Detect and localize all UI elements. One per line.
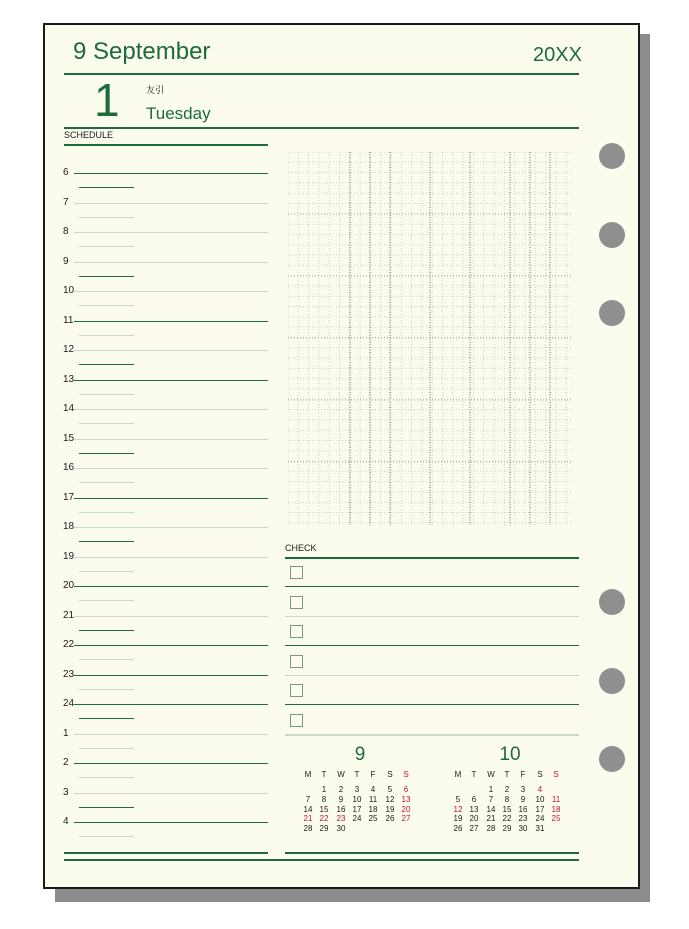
binder-hole — [599, 143, 625, 169]
header-rule — [64, 73, 579, 75]
calendar-day[interactable]: 5 — [455, 794, 461, 804]
page-bottom-rule — [64, 859, 579, 861]
hour-label: 13 — [63, 374, 75, 385]
hour-label: 4 — [63, 816, 69, 827]
half-hour-line — [79, 630, 134, 631]
memo-grid-lines — [288, 152, 572, 525]
calendar-day[interactable]: 1 — [321, 785, 327, 794]
hour-line[interactable] — [74, 262, 268, 263]
half-hour-line — [79, 364, 134, 365]
half-hour-line — [79, 482, 134, 483]
hour-line[interactable] — [74, 173, 268, 174]
check-line — [285, 645, 579, 646]
check-box[interactable] — [290, 596, 303, 609]
half-hour-line — [79, 187, 134, 188]
check-box[interactable] — [290, 684, 303, 697]
hour-line[interactable] — [74, 498, 268, 499]
calendar-day[interactable]: 11 — [368, 794, 378, 804]
hour-label: 17 — [63, 492, 75, 503]
calendar-day[interactable]: 28 — [486, 824, 496, 834]
calendar-month-number: 9 — [354, 744, 366, 765]
binder-hole — [599, 746, 625, 772]
calendar-day[interactable]: 5 — [387, 785, 393, 794]
hour-line[interactable] — [74, 439, 268, 440]
year-label: 20XX — [533, 44, 582, 66]
hour-line[interactable] — [74, 645, 268, 646]
calendar-day[interactable]: 31 — [535, 824, 545, 834]
half-hour-line — [79, 836, 134, 837]
check-line — [285, 704, 579, 705]
calendar-day[interactable]: 19 — [385, 804, 395, 814]
hour-label: 20 — [63, 580, 75, 591]
calendar-day[interactable]: 4 — [370, 785, 376, 794]
calendar-day[interactable]: 17 — [352, 804, 362, 814]
hour-line[interactable] — [74, 527, 268, 528]
hour-label: 11 — [63, 315, 74, 326]
day-number: 1 — [94, 74, 120, 126]
hour-label: 9 — [63, 256, 69, 267]
half-hour-line — [79, 600, 134, 601]
half-hour-line — [79, 394, 134, 395]
schedule-label: SCHEDULE — [64, 130, 114, 140]
hour-label: 8 — [63, 226, 69, 237]
weekday-header: W — [487, 770, 495, 779]
hour-label: 6 — [63, 167, 69, 178]
hour-label: 22 — [63, 639, 75, 650]
calendar-day[interactable]: 4 — [537, 785, 543, 794]
hour-line[interactable] — [74, 232, 268, 233]
calendar-day[interactable]: 22 — [502, 814, 512, 824]
half-hour-line — [79, 512, 134, 513]
weekday-header: S — [403, 770, 409, 779]
check-box[interactable] — [290, 566, 303, 579]
binder-hole — [599, 589, 625, 615]
weekday-label: Tuesday — [146, 104, 211, 123]
weekday-header: F — [370, 770, 376, 779]
calendar-day[interactable]: 29 — [319, 824, 329, 834]
calendar-day[interactable]: 7 — [488, 794, 494, 804]
rokuyo-label: 友引 — [146, 85, 165, 95]
calendar-day[interactable]: 8 — [321, 794, 327, 804]
hour-line[interactable] — [74, 409, 268, 410]
binder-hole — [599, 300, 625, 326]
check-line — [285, 616, 579, 617]
calendar-day[interactable]: 18 — [368, 804, 378, 814]
calendar-day[interactable]: 20 — [401, 804, 411, 814]
hour-line[interactable] — [74, 763, 268, 764]
half-hour-line — [79, 748, 134, 749]
calendar-day[interactable]: 15 — [319, 804, 329, 814]
half-hour-line — [79, 777, 134, 778]
half-hour-line — [79, 335, 134, 336]
weekday-header: T — [321, 770, 327, 779]
half-hour-line — [79, 659, 134, 660]
calendar-day[interactable]: 6 — [403, 785, 409, 794]
hour-line[interactable] — [74, 586, 268, 587]
hour-line[interactable] — [74, 468, 268, 469]
calendar-day[interactable]: 25 — [551, 814, 561, 824]
half-hour-line — [79, 541, 134, 542]
half-hour-line — [79, 246, 134, 247]
check-box[interactable] — [290, 714, 303, 727]
hour-label: 15 — [63, 433, 75, 444]
half-hour-line — [79, 305, 134, 306]
calendar-day[interactable]: 14 — [303, 804, 313, 814]
calendar-day[interactable]: 26 — [385, 814, 395, 824]
calendar-day[interactable]: 16 — [336, 804, 346, 814]
hour-line[interactable] — [74, 557, 268, 558]
hour-label: 10 — [63, 285, 75, 296]
hour-label: 23 — [63, 669, 75, 680]
schedule-bottom-rule — [64, 852, 268, 854]
calendar-day[interactable]: 8 — [504, 794, 510, 804]
calendar-day[interactable]: 9 — [520, 794, 526, 804]
calendar-day[interactable]: 19 — [453, 814, 463, 824]
hour-label: 12 — [63, 344, 75, 355]
half-hour-line — [79, 217, 134, 218]
half-hour-line — [79, 276, 134, 277]
check-line — [285, 675, 579, 676]
hour-line[interactable] — [74, 350, 268, 351]
hour-label: 16 — [63, 462, 75, 473]
calendar-day[interactable]: 25 — [368, 814, 378, 824]
calendar-day[interactable]: 2 — [504, 785, 510, 794]
hour-line[interactable] — [74, 291, 268, 292]
calendar-day[interactable]: 14 — [486, 804, 496, 814]
calendar-october — [450, 744, 570, 839]
hour-line[interactable] — [74, 321, 268, 322]
weekday-header: M — [304, 770, 312, 779]
calendar-day[interactable]: 27 — [401, 814, 411, 824]
calendar-top-rule — [285, 735, 579, 736]
calendar-day[interactable]: 26 — [453, 824, 463, 834]
check-box[interactable] — [290, 625, 303, 638]
half-hour-line — [79, 807, 134, 808]
calendar-day[interactable]: 29 — [502, 824, 512, 834]
weekday-header: T — [354, 770, 360, 779]
calendar-day[interactable]: 30 — [518, 824, 528, 834]
hour-label: 18 — [63, 521, 75, 532]
month-title: 9 September — [73, 38, 211, 65]
calendar-day[interactable]: 18 — [551, 804, 561, 814]
calendar-day[interactable]: 12 — [453, 804, 463, 814]
calendar-day[interactable]: 16 — [518, 804, 528, 814]
date-rule — [64, 127, 579, 129]
calendar-day[interactable]: 27 — [469, 824, 479, 834]
calendar-day[interactable]: 21 — [486, 814, 496, 824]
calendar-day[interactable]: 13 — [401, 794, 411, 804]
weekday-header: S — [537, 770, 543, 779]
hour-label: 21 — [63, 610, 75, 621]
calendar-day[interactable]: 10 — [535, 794, 545, 804]
weekday-header: T — [471, 770, 477, 779]
calendar-day[interactable]: 17 — [535, 804, 545, 814]
hour-label: 24 — [63, 698, 75, 709]
check-top-rule — [285, 557, 579, 559]
weekday-header: W — [337, 770, 345, 779]
hour-line[interactable] — [74, 380, 268, 381]
calendar-day[interactable]: 11 — [551, 794, 561, 804]
hour-line[interactable] — [74, 734, 268, 735]
hour-label: 14 — [63, 403, 75, 414]
calendar-day[interactable]: 3 — [520, 785, 526, 794]
calendar-day[interactable]: 15 — [502, 804, 512, 814]
hour-line[interactable] — [74, 616, 268, 617]
hour-label: 2 — [63, 757, 69, 768]
calendar-day[interactable]: 7 — [305, 794, 311, 804]
binder-hole — [599, 222, 625, 248]
calendar-day[interactable]: 1 — [488, 785, 494, 794]
calendar-day[interactable]: 30 — [336, 824, 346, 834]
hour-line[interactable] — [74, 203, 268, 204]
calendar-day[interactable]: 21 — [303, 814, 313, 824]
calendar-day[interactable]: 23 — [336, 814, 346, 824]
calendar-day[interactable]: 12 — [385, 794, 395, 804]
calendar-day[interactable]: 20 — [469, 814, 479, 824]
calendar-day[interactable]: 23 — [518, 814, 528, 824]
hour-label: 19 — [63, 551, 75, 562]
half-hour-line — [79, 423, 134, 424]
half-hour-line — [79, 453, 134, 454]
hour-label: 7 — [63, 197, 69, 208]
binder-hole — [599, 668, 625, 694]
calendar-day[interactable]: 24 — [352, 814, 362, 824]
schedule-top-rule — [64, 144, 268, 146]
hour-label: 1 — [63, 728, 69, 739]
hour-label: 3 — [63, 787, 69, 798]
calendar-day[interactable]: 3 — [354, 785, 360, 794]
weekday-header: S — [387, 770, 393, 779]
weekday-header: M — [454, 770, 462, 779]
hour-line[interactable] — [74, 675, 268, 676]
weekday-header: F — [520, 770, 526, 779]
half-hour-line — [79, 571, 134, 572]
calendar-day[interactable]: 9 — [338, 794, 344, 804]
memo-grid[interactable] — [288, 152, 572, 525]
calendar-day[interactable]: 28 — [303, 824, 313, 834]
hour-line[interactable] — [74, 822, 268, 823]
calendar-day[interactable]: 24 — [535, 814, 545, 824]
weekday-header: T — [504, 770, 510, 779]
calendar-day[interactable]: 2 — [338, 785, 344, 794]
calendar-bottom-rule — [285, 852, 579, 854]
hour-line[interactable] — [74, 704, 268, 705]
calendar-day[interactable]: 6 — [471, 794, 477, 804]
check-line — [285, 586, 579, 587]
half-hour-line — [79, 689, 134, 690]
hour-line[interactable] — [74, 793, 268, 794]
check-label: CHECK — [285, 543, 317, 553]
calendar-month-number: 10 — [499, 744, 521, 765]
check-box[interactable] — [290, 655, 303, 668]
calendar-day[interactable]: 10 — [352, 794, 362, 804]
calendar-day[interactable]: 13 — [469, 804, 479, 814]
half-hour-line — [79, 718, 134, 719]
calendar-september — [300, 744, 420, 839]
calendar-day[interactable]: 22 — [319, 814, 329, 824]
weekday-header: S — [553, 770, 559, 779]
